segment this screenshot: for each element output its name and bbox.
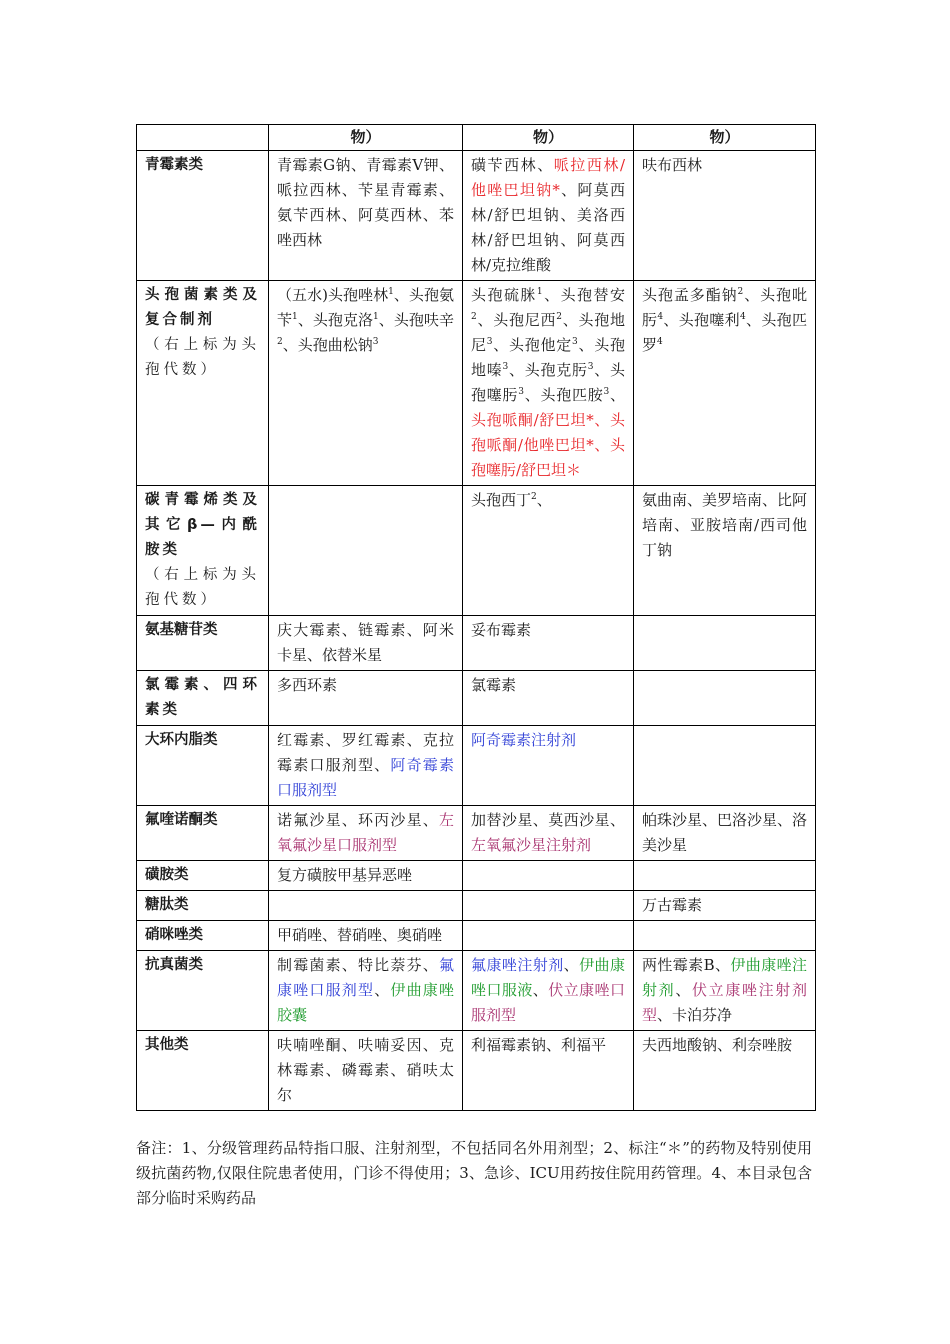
drug-cell-special: [463, 726, 634, 806]
table-row: [137, 1031, 816, 1111]
drug-cell-special: [463, 486, 634, 616]
category-cell: [137, 726, 269, 806]
category-cell: [137, 806, 269, 861]
drug-text: 氨曲南、美罗培南、比阿培南、亚胺培南/西司他丁钠: [642, 491, 808, 559]
drug-cell-other: [634, 921, 816, 951]
drug-text: 氟康唑口服剂型: [277, 956, 454, 999]
table-row: [137, 726, 816, 806]
category-name: 大环内脂类: [145, 732, 218, 748]
drug-text: 左氧氟沙星注射剂: [471, 836, 592, 854]
generation-superscript: 2: [277, 337, 283, 347]
drug-text: 、头孢地嗪: [471, 336, 625, 379]
generation-superscript: 3: [486, 337, 493, 347]
drug-cell-restricted: [269, 616, 463, 671]
drug-text: 伊曲康唑胶囊: [277, 981, 454, 1024]
drug-text: 、阿莫西林/舒巴坦钠、美洛西林/舒巴坦钠、阿莫西林/克拉维酸: [471, 181, 625, 274]
drug-cell-special: [463, 891, 634, 921]
category-cell: [137, 1031, 269, 1111]
drug-cell-restricted: [269, 281, 463, 486]
generation-superscript: 2: [531, 492, 537, 502]
header-cell-other: 物）: [634, 125, 816, 151]
drug-text: 呋布西林: [642, 156, 703, 174]
drug-cell-restricted: [269, 486, 463, 616]
drug-cell-restricted: [269, 1031, 463, 1111]
generation-superscript: 1: [536, 287, 543, 297]
drug-text: 两性霉素B、: [642, 956, 731, 974]
drug-cell-other: [634, 1031, 816, 1111]
table-row: [137, 921, 816, 951]
generation-superscript: 4: [657, 337, 663, 347]
drug-cell-special: [463, 1031, 634, 1111]
drug-text: 、: [532, 981, 549, 999]
drug-cell-other: [634, 806, 816, 861]
drug-text: 、头孢吡肟: [642, 286, 807, 329]
category-name: 碳青霉烯类及其它β—内酰胺类: [145, 492, 260, 558]
drug-text: 、: [563, 956, 580, 974]
drug-text: 、头孢氨苄: [277, 286, 454, 329]
category-note: （右上标为头孢代数）: [145, 567, 260, 608]
header-cell-special: 物）: [463, 125, 634, 151]
drug-cell-restricted: [269, 891, 463, 921]
drug-text: 头孢孟多酯钠: [642, 286, 738, 304]
drug-text: 阿奇霉素注射剂: [471, 731, 577, 749]
category-name: 青霉素类: [145, 157, 203, 173]
generation-superscript: 2: [737, 287, 744, 297]
drug-cell-special: [463, 151, 634, 281]
drug-text: 庆大霉素、链霉素、阿米卡星、依替米星: [277, 621, 454, 664]
drug-text: 帕珠沙星、巴洛沙星、洛美沙星: [642, 811, 808, 854]
drug-text: 青霉素G钠、青霉素V钾、哌拉西林、苄星青霉素、氨苄西林、阿莫西林、苯唑西林: [277, 156, 454, 249]
header-cell-category: [137, 125, 269, 151]
drug-cell-other: [634, 151, 816, 281]
drug-text: 头孢硫脒: [471, 286, 537, 304]
drug-text: 哌拉西林/他唑巴坦钠*: [471, 156, 625, 199]
table-row: [137, 486, 816, 616]
drug-text: 氟康唑注射剂: [471, 956, 564, 974]
generation-superscript: 2: [556, 312, 562, 322]
drug-cell-special: [463, 671, 634, 726]
drug-cell-special: [463, 921, 634, 951]
drug-text: 头孢西丁: [471, 491, 532, 509]
category-cell: [137, 861, 269, 891]
drug-text: 左氧氟沙星口服剂型: [277, 811, 454, 854]
drug-text: 复方磺胺甲基异恶唑: [277, 866, 413, 884]
category-name: 抗真菌类: [145, 957, 203, 973]
drug-cell-other: [634, 726, 816, 806]
drug-cell-other: [634, 486, 816, 616]
drug-text: 、头孢匹胺: [523, 386, 604, 404]
generation-superscript: 3: [518, 387, 524, 397]
drug-text: 、头孢替安: [542, 286, 625, 304]
category-name: 氟喹诺酮类: [145, 812, 218, 828]
category-cell: [137, 891, 269, 921]
drug-cell-restricted: [269, 151, 463, 281]
drug-text: 头孢哌酮/舒巴坦*、头孢哌酮/他唑巴坦*、头孢噻肟/舒巴坦＊: [471, 411, 625, 479]
drug-cell-other: [634, 671, 816, 726]
category-name: 其他类: [145, 1037, 189, 1053]
drug-cell-other: [634, 616, 816, 671]
category-cell: [137, 486, 269, 616]
drug-text: 磺苄西林、: [471, 156, 554, 174]
drug-text: 、头孢他定: [492, 336, 572, 354]
drug-text: 妥布霉素: [471, 621, 532, 639]
category-cell: [137, 951, 269, 1031]
drug-text: 、: [609, 386, 625, 404]
drug-text: 加替沙星、莫西沙星、: [471, 811, 625, 829]
generation-superscript: 1: [292, 312, 298, 322]
table-row: [137, 616, 816, 671]
generation-superscript: 3: [603, 387, 610, 397]
drug-text: 氯霉素: [471, 676, 517, 694]
drug-text: 夫西地酸钠、利奈唑胺: [642, 1036, 793, 1054]
category-cell: [137, 616, 269, 671]
drug-text: 、头孢噻利: [663, 311, 740, 329]
drug-cell-other: [634, 281, 816, 486]
drug-cell-special: [463, 281, 634, 486]
drug-text: 、头孢地尼: [471, 311, 625, 354]
generation-superscript: 3: [571, 337, 578, 347]
drug-text: （五水)头孢唑林: [277, 286, 389, 304]
drug-text: 、头孢克肟: [508, 361, 588, 379]
drug-text: 多西环素: [277, 676, 338, 694]
category-cell: [137, 281, 269, 486]
generation-superscript: 1: [373, 312, 379, 322]
drug-cell-restricted: [269, 806, 463, 861]
drug-text: 、卡泊芬净: [657, 1006, 733, 1024]
drug-cell-special: [463, 806, 634, 861]
drug-text: 、头孢匹罗: [642, 311, 807, 354]
drug-text: 、: [374, 981, 391, 999]
table-row: [137, 151, 816, 281]
drug-cell-other: [634, 951, 816, 1031]
category-name: 糖肽类: [145, 897, 189, 913]
table-row: [137, 861, 816, 891]
generation-superscript: 3: [372, 337, 379, 347]
generation-superscript: 1: [388, 287, 394, 297]
drug-cell-restricted: [269, 921, 463, 951]
category-name: 磺胺类: [145, 867, 189, 883]
drug-cell-special: [463, 616, 634, 671]
drug-text: 伊曲康唑注射剂: [642, 956, 807, 999]
table-row: [137, 951, 816, 1031]
table-header-row: [137, 125, 816, 151]
drug-cell-restricted: [269, 726, 463, 806]
antibiotic-classification-table: [136, 124, 816, 1111]
category-name: 氨基糖苷类: [145, 622, 218, 638]
category-cell: [137, 671, 269, 726]
table-row: [137, 281, 816, 486]
table-row: [137, 891, 816, 921]
drug-text: 伏立康唑口服剂型: [471, 981, 625, 1024]
drug-text: 阿奇霉素口服剂型: [277, 756, 454, 799]
drug-text: 万古霉素: [642, 896, 703, 914]
drug-text: 制霉菌素、特比萘芬、: [277, 956, 439, 974]
drug-text: 呋喃唑酮、呋喃妥因、克林霉素、磷霉素、硝呋太尔: [277, 1036, 454, 1104]
drug-text: 、头孢呋辛: [378, 311, 454, 329]
generation-superscript: 3: [502, 362, 509, 372]
generation-superscript: 3: [587, 362, 594, 372]
drug-text: 诺氟沙星、环丙沙星、: [277, 811, 439, 829]
drug-cell-special: [463, 861, 634, 891]
drug-text: 红霉素、罗红霉素、克拉霉素口服剂型、: [277, 731, 454, 774]
drug-text: 、: [675, 981, 692, 999]
category-cell: [137, 151, 269, 281]
drug-text: 伏立康唑注射剂型: [642, 981, 807, 1024]
category-note: （右上标为头孢代数）: [145, 337, 260, 378]
drug-cell-restricted: [269, 861, 463, 891]
category-name: 头孢菌素类及复合制剂: [145, 287, 260, 328]
category-name: 硝咪唑类: [145, 927, 203, 943]
drug-text: 、: [536, 491, 552, 509]
generation-superscript: 4: [739, 312, 746, 322]
table-row: [137, 806, 816, 861]
header-cell-restricted: 物）: [269, 125, 463, 151]
table-footnote: 备注：1、分级管理药品特指口服、注射剂型，不包括同名外用剂型；2、标注“＊”的药物及特别使用级抗菌药物,仅限住院患者使用，门诊不得使用；3、急诊、ICU用药按住院用药管理。4、本目录包含部分临时采购药品: [136, 1139, 812, 1207]
drug-cell-other: [634, 891, 816, 921]
drug-text: 利福霉素钠、利福平: [471, 1036, 607, 1054]
drug-text: 、头孢曲松钠: [282, 336, 373, 354]
drug-text: 、头孢噻肟: [471, 361, 625, 404]
drug-text: 甲硝唑、替硝唑、奥硝唑: [277, 926, 443, 944]
drug-cell-other: [634, 861, 816, 891]
drug-cell-restricted: [269, 951, 463, 1031]
drug-text: 、头孢克洛: [297, 311, 374, 329]
generation-superscript: 4: [657, 312, 664, 322]
category-cell: [137, 921, 269, 951]
drug-text: 伊曲康唑口服液: [471, 956, 625, 999]
category-name: 氯霉素、四环素类: [145, 677, 260, 718]
drug-table-container: [136, 124, 816, 1111]
drug-text: 、头孢尼西: [476, 311, 557, 329]
drug-cell-restricted: [269, 671, 463, 726]
table-row: [137, 671, 816, 726]
drug-cell-special: [463, 951, 634, 1031]
generation-superscript: 2: [471, 312, 477, 322]
